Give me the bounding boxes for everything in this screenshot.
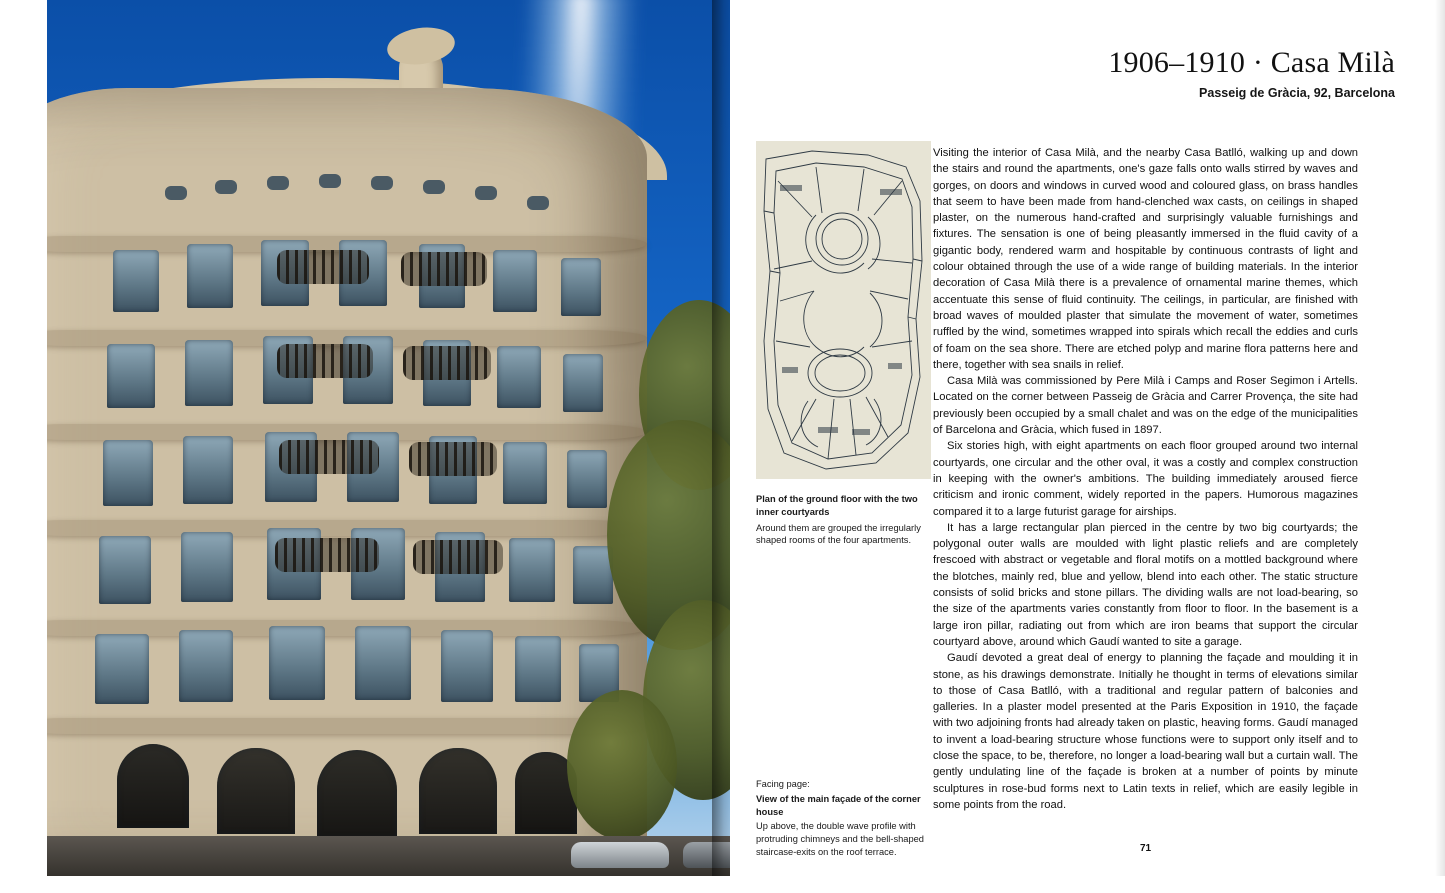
- attic-window: [319, 174, 341, 188]
- page-number: 71: [1139, 843, 1152, 854]
- facade-window: [497, 346, 541, 408]
- attic-window: [527, 196, 549, 210]
- facade-window: [107, 344, 155, 408]
- attic-window: [267, 176, 289, 190]
- facing-page-caption: [756, 778, 936, 859]
- facade-window: [95, 634, 149, 704]
- plan-caption: [756, 493, 936, 547]
- ground-floor-plan-figure: [756, 141, 931, 479]
- left-page-photograph: [47, 0, 730, 876]
- wrought-iron-balcony: [279, 440, 379, 474]
- facade-window: [561, 258, 601, 316]
- body-paragraph: Gaudí devoted a great deal of energy to planning the façade and moulding it in stone, as his drawings demonstrate. Initially he thought in terms of elevations similar to those of Casa Batlló, with a traditional and regular pattern of balconies and galleries. In a plaster model presented at the Paris Exposition in 1910, the façade with two adjoining fronts had already taken on plastic, heaving forms. Gaudí managed to invent a load-bearing structure whose functions were to support only itself and to close the space, to be, therefore, no longer a load-bearing wall but a curtain wall. The gently undulating line of the façade is broken at a number of points by minute sculptures in rose-bud forms next to Latin texts in relief, which are easily legible in some points from the road.: [933, 652, 1358, 811]
- body-paragraph: Casa Milà was commissioned by Pere Milà i Camps and Roser Segimon i Artells. Located on the corner between Passeig de Gràcia and Carrer Provença, the site had previously been occupied by a small chalet and was on the edge of the municipalities of Barcelona and Gràcia, which fused in 1897.: [933, 375, 1358, 437]
- ground-floor-opening: [317, 750, 397, 838]
- facade-window: [355, 626, 411, 700]
- facade-window: [573, 546, 613, 604]
- facing-caption-title: View of the main façade of the corner house: [756, 793, 921, 817]
- facade-window: [493, 250, 537, 312]
- page-edge-shadow: [1435, 0, 1445, 893]
- wrought-iron-balcony: [277, 344, 373, 378]
- facade-floor-band: [47, 520, 647, 536]
- ground-floor-opening: [419, 748, 497, 834]
- attic-window: [371, 176, 393, 190]
- body-paragraph: Visiting the interior of Casa Milà, and the nearby Casa Batlló, walking up and down the stairs and round the apartments, one's gaze falls onto walls stirred by waves and gorges, on doors and windows in curved wood and coloured glass, on brass handles that seem to have been made from hand-clenched wax casts, on ceilings in shaped plaster, on the numerous hand-crafted and surprisingly valuable furnishings and fixtures. The sensation is one of being pleasantly immersed in the fluid cavity of a gigantic body, rendered warm and hospitable by continuous contrasts of light and colour obtained through the use of a wide range of building materials. In the interior decoration of Casa Milà there is a prevalence of ornamental marine themes, which accentuate this sense of fluid continuity. The ceilings, in particular, are finished with broad waves of moulded plaster that simulate the movement of water, sometimes ruffled by the wind, sometimes wrapped into spirals which recall the eddies and curls of foam on the sea shore. There are etched polyp and marine flora patterns here and there, together with sea snails in relief.: [933, 147, 1358, 371]
- plan-caption-text: Around them are grouped the irregularly shaped rooms of the four apartments.: [756, 522, 921, 546]
- facade-window: [515, 636, 561, 702]
- parked-car: [571, 842, 669, 868]
- ground-floor-plan-drawing: [756, 141, 931, 479]
- wrought-iron-balcony: [401, 252, 487, 286]
- body-paragraph: Six stories high, with eight apartments on each floor grouped around two internal courtyards, one circular and the other oval, it was a costly and complex construction in keeping with the owner's ambitions. The building immediately aroused fierce criticism and ironic comment, widely reported in the papers. Humorous magazines compared it to a large futurist garage for airships.: [933, 440, 1358, 518]
- facade-window: [563, 354, 603, 412]
- body-paragraph: It has a large rectangular plan pierced in the centre by two big courtyards; the polygonal outer walls are moulded with light plastic reliefs and are completely frescoed with abstract or vegetable and floral motifs on a mottled background where the blotches, mainly red, blue and yellow, blend into each other. The static structure consists of solid bricks and stone pillars. The dividing walls are not load-bearing, so the size of the apartments varies constantly from floor to floor. In the basement is a large iron pillar, radiating out from which are iron beams that support the circular courtyard above, around which Gaudí wanted to site a garage.: [933, 521, 1358, 648]
- attic-window: [215, 180, 237, 194]
- facing-caption-lead: Facing page:: [756, 779, 810, 789]
- facade-window: [113, 250, 159, 312]
- wrought-iron-balcony: [409, 442, 497, 476]
- attic-window: [475, 186, 497, 200]
- facade-window: [185, 340, 233, 406]
- ground-floor-opening: [217, 748, 295, 834]
- plan-caption-title: Plan of the ground floor with the two inner courtyards: [756, 494, 918, 517]
- wrought-iron-balcony: [275, 538, 379, 572]
- right-page: [730, 0, 1445, 893]
- street-tree: [567, 690, 677, 840]
- facade-window: [179, 630, 233, 702]
- facade-window: [187, 244, 233, 308]
- parked-car: [683, 842, 730, 868]
- facade-window: [181, 532, 233, 602]
- facade-window: [503, 442, 547, 504]
- facing-caption-text: Up above, the double wave profile with protruding chimneys and the bell-shaped staircase-exits on the roof terrace.: [756, 821, 924, 858]
- facade-window: [269, 626, 325, 700]
- wrought-iron-balcony: [413, 540, 503, 574]
- page-subtitle: Passeig de Gràcia, 92, Barcelona: [1199, 86, 1395, 100]
- page-title: 1906–1910 · Casa Milà: [1108, 46, 1395, 79]
- facade-floor-band: [47, 718, 647, 734]
- facade-window: [103, 440, 153, 506]
- facade-window: [99, 536, 151, 604]
- attic-window: [423, 180, 445, 194]
- facade-window: [567, 450, 607, 508]
- wrought-iron-balcony: [403, 346, 491, 380]
- facade-window: [441, 630, 493, 702]
- facade-window: [183, 436, 233, 504]
- book-bottom-margin: [0, 876, 1445, 893]
- attic-window: [165, 186, 187, 200]
- facade-window: [509, 538, 555, 602]
- body-text-column: [933, 145, 1358, 813]
- ground-floor-opening: [117, 744, 189, 828]
- wrought-iron-balcony: [277, 250, 369, 284]
